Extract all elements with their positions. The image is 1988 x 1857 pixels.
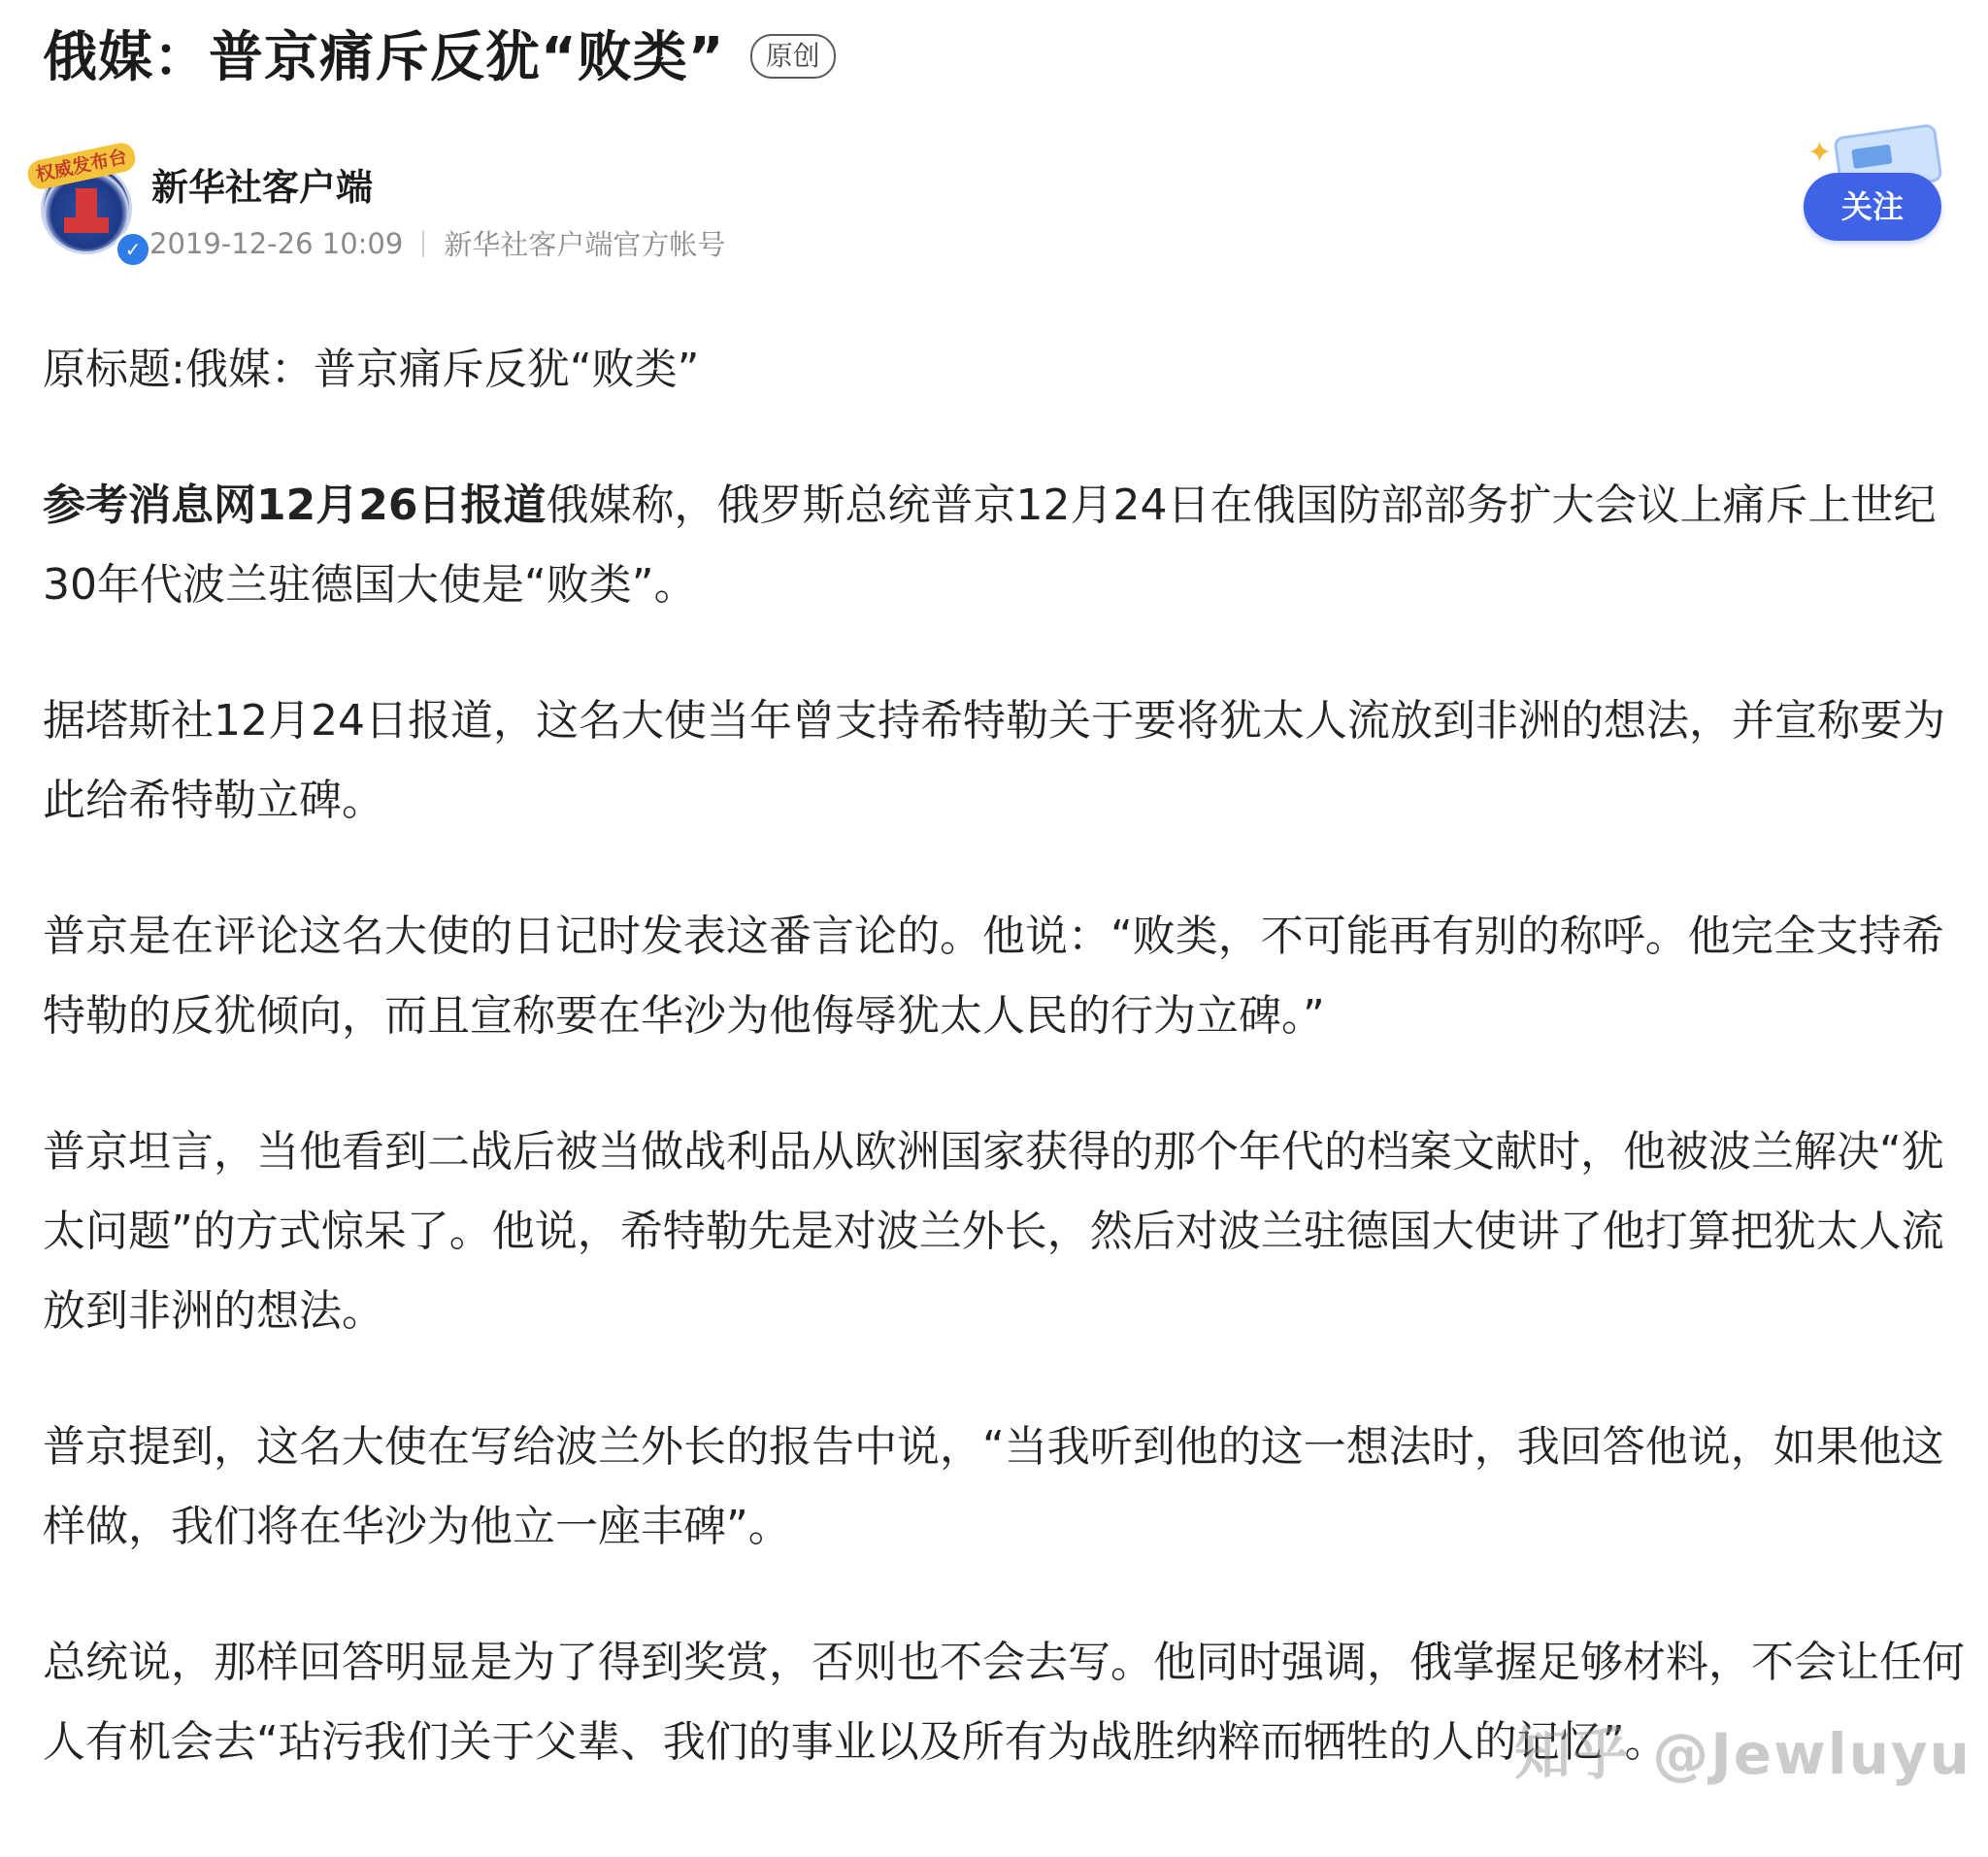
article-paragraph: 普京提到，这名大使在写给波兰外长的报告中说，“当我听到他的这一想法时，我回答他说，如果他这样做，我们将在华沙为他立一座丰碑”。 (43, 1422, 1944, 1551)
article-title: 俄媒：普京痛斥反犹“败类” (43, 26, 725, 89)
original-badge: 原创 (750, 34, 836, 79)
avatar-building-icon (76, 188, 97, 233)
article-paragraph: 普京是在评论这名大使的日记时发表这番言论的。他说：“败类，不可能再有别的称呼。他完全支持希特勒的反犹倾向，而且宣称要在华沙为他侮辱犹太人民的行为立碑。” (43, 912, 1944, 1041)
article-paragraph: 总统说，那样回答明显是为了得到奖赏，否则也不会去写。他同时强调，俄掌握足够材料，不会让任何人有机会去“玷污我们关于父辈、我们的事业以及所有为战胜纳粹而牺牲的人的记忆”。 (43, 1638, 1965, 1767)
avatar[interactable] (27, 146, 142, 260)
paragraph-text: 俄媒称，俄罗斯总统普京12月24日在俄国防部部务扩大会议上痛斥上世纪30年代波兰驻德国大使是“败类”。 (43, 481, 1937, 610)
original-title-paragraph: 原标题:俄媒：普京痛斥反犹“败类” (43, 345, 700, 394)
publish-timestamp: 2019-12-26 10:09 (149, 226, 404, 260)
follow-button[interactable]: 关注 (1804, 173, 1941, 241)
account-type: 新华社客户端官方帐号 (444, 228, 726, 261)
article-paragraph: 普京坦言，当他看到二战后被当做战利品从欧洲国家获得的那个年代的档案文献时，他被波兰解决“犹太问题”的方式惊呆了。他说，希特勒先是对波兰外长，然后对波兰驻德国大使讲了他打算把犹太人流放到非洲的想法。 (43, 1127, 1944, 1336)
author-meta (149, 223, 725, 263)
article-header (43, 10, 836, 97)
watermark: 知乎 @Jewluyu (1514, 1721, 1971, 1787)
verified-icon: ✓ (115, 231, 151, 268)
meta-divider (422, 230, 424, 257)
follow-widget (1794, 130, 1959, 250)
article-body (43, 330, 1965, 1839)
avatar-banner: 权威发布台 (25, 141, 138, 192)
author-bar (27, 136, 1959, 262)
author-name[interactable]: 新华社客户端 (151, 166, 374, 209)
article-paragraph (43, 466, 1965, 625)
sparkle-icon: ✦ (1807, 136, 1833, 170)
article-paragraph: 据塔斯社12月24日报道，这名大使当年曾支持希特勒关于要将犹太人流放到非洲的想法，并宣称要为此给希特勒立碑。 (43, 696, 1945, 825)
paragraph-lead: 参考消息网12月26日报道 (43, 481, 547, 530)
